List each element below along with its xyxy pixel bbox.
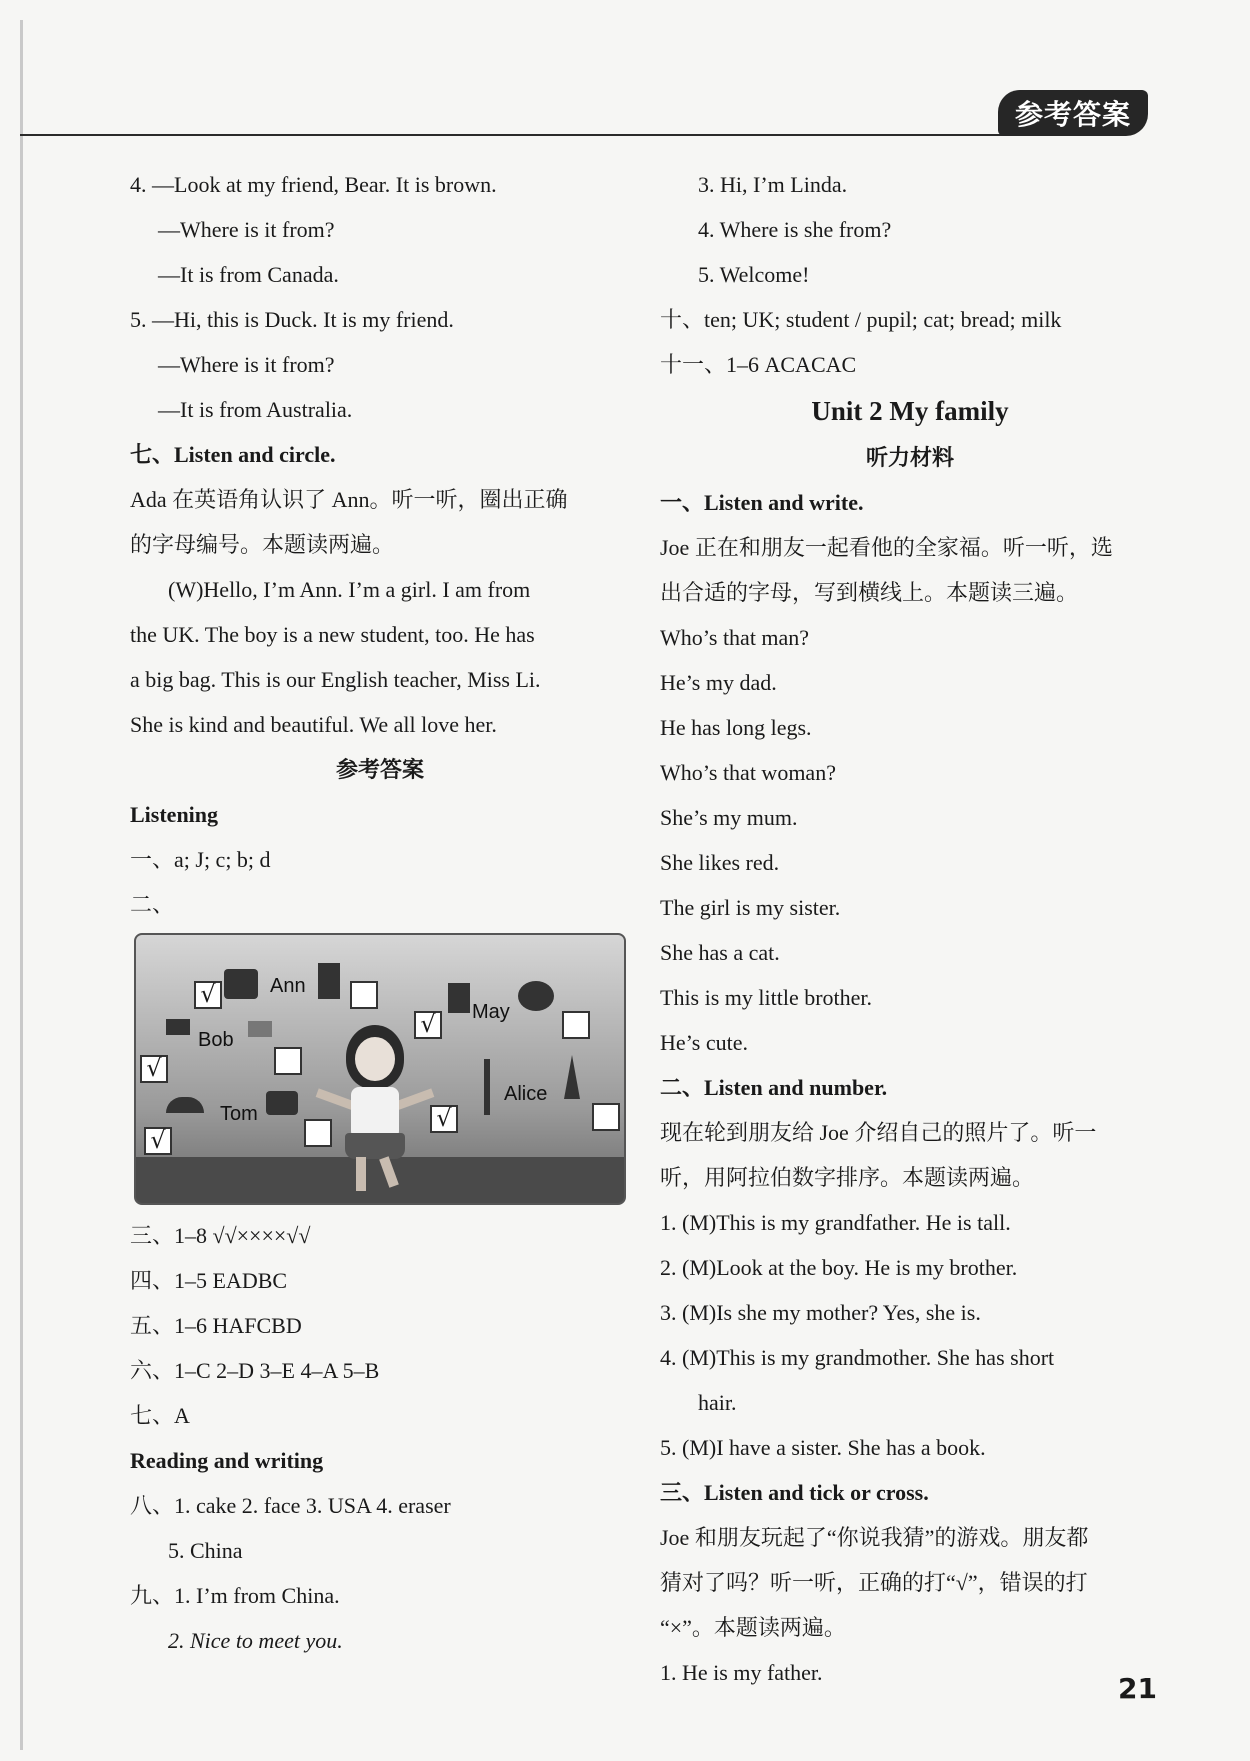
instruction: Joe 和朋友玩起了“你说我猜”的游戏。朋友都 [660, 1525, 1089, 1550]
answers-title: 参考答案 [335, 757, 424, 782]
script-line: She has a cat. [660, 940, 780, 965]
answer-line: 四、1–5 EADBC [130, 1268, 288, 1293]
bridge-icon [266, 1091, 298, 1115]
script-line: hair. [698, 1390, 737, 1415]
part-heading: Listening [130, 802, 219, 827]
answer-line: 六、1–C 2–D 3–E 4–A 5–B [130, 1358, 380, 1383]
instruction: 的字母编号。本题读两遍。 [130, 532, 395, 557]
script-line: 2. (M)Look at the boy. He is my brother. [660, 1255, 1018, 1280]
dialogue-line: —It is from Australia. [158, 397, 353, 422]
answer-line: 5. China [168, 1538, 243, 1563]
script-line: Who’s that man? [660, 625, 810, 650]
answer-line: 4. Where is she from? [698, 217, 892, 242]
page-edge [20, 20, 23, 1750]
header-badge: 参考答案 [998, 90, 1148, 136]
passage-line: (W)Hello, I’m Ann. I’m a girl. I am from [168, 577, 531, 602]
answer-line: 十、ten; UK; student / pupil; cat; bread; milk [660, 307, 1062, 332]
script-line: 3. (M)Is she my mother? Yes, she is. [660, 1300, 981, 1325]
script-line: Who’s that woman? [660, 760, 836, 785]
checkbox-empty [562, 1011, 590, 1039]
script-line: 1. (M)This is my grandfather. He is tall. [660, 1210, 1011, 1235]
instruction: 猜对了吗？听一听，正确的打“√”，错误的打 [660, 1570, 1088, 1595]
answer-line: 五、1–6 HAFCBD [130, 1313, 302, 1338]
answer-line: 十一、1–6 ACACAC [660, 352, 857, 377]
girl-body [351, 1087, 399, 1139]
answer-line: 八、1. cake 2. face 3. USA 4. eraser [130, 1493, 451, 1518]
girl-arm [394, 1088, 435, 1110]
right-column [660, 162, 1160, 1695]
instruction: “×”。本题读两遍。 [660, 1615, 846, 1640]
section-heading: 二、Listen and number. [660, 1075, 888, 1100]
usa-flag-icon [248, 1021, 272, 1037]
passage-line: She is kind and beautiful. We all love her. [130, 712, 497, 737]
part-heading: Reading and writing [130, 1448, 324, 1473]
big-ben-icon [318, 963, 340, 999]
instruction: Joe 正在和朋友一起看他的全家福。听一听，选 [660, 535, 1113, 560]
script-line: He’s cute. [660, 1030, 748, 1055]
answer-line: 九、1. I’m from China. [130, 1583, 340, 1608]
instruction: Ada 在英语角认识了 Ann。听一听，圈出正确 [130, 487, 568, 512]
subsection-title: 听力材料 [865, 445, 954, 470]
checkbox-ticked: √ [414, 1011, 442, 1039]
label-may: May [472, 1001, 510, 1023]
unit-title: Unit 2 My family [811, 396, 1009, 426]
passage-line: a big bag. This is our English teacher, Miss Li. [130, 667, 541, 692]
answer-line: 5. Welcome! [698, 262, 810, 287]
label-ann: Ann [270, 975, 306, 997]
girl-skirt [345, 1133, 405, 1159]
answer-line: 三、1–8 √√××××√√ [130, 1223, 311, 1248]
section-heading: 七、Listen and circle. [130, 442, 336, 467]
answer-line: 七、A [130, 1403, 190, 1428]
left-column [130, 162, 630, 1663]
label-alice: Alice [504, 1083, 548, 1105]
checkbox-ticked: √ [144, 1127, 172, 1155]
section-heading: 三、Listen and tick or cross. [660, 1480, 929, 1505]
dialogue-line: 4. —Look at my friend, Bear. It is brown. [130, 172, 497, 197]
section-heading: 一、Listen and write. [660, 490, 864, 515]
script-line: 1. He is my father. [660, 1660, 823, 1685]
header-rule [20, 134, 1114, 136]
checkbox-empty [592, 1103, 620, 1131]
cn-tower-icon [484, 1059, 490, 1115]
label-tom: Tom [220, 1103, 258, 1125]
answer-line: 二、 [130, 892, 175, 917]
script-line: 4. (M)This is my grandmother. She has short [660, 1345, 1055, 1370]
answer-line: 一、a; J; c; b; d [130, 847, 271, 872]
dialogue-line: —It is from Canada. [158, 262, 339, 287]
opera-house-icon [166, 1097, 204, 1113]
dialogue-line: —Where is it from? [158, 352, 335, 377]
checkbox-ticked: √ [140, 1055, 168, 1083]
dialogue-line: 5. —Hi, this is Duck. It is my friend. [130, 307, 454, 332]
china-flag-icon [166, 1019, 190, 1035]
checkbox-ticked: √ [430, 1105, 458, 1133]
instruction: 出合适的字母，写到横线上。本题读三遍。 [660, 580, 1079, 605]
answer-line: 3. Hi, I’m Linda. [698, 172, 848, 197]
script-line: She likes red. [660, 850, 780, 875]
script-line: He’s my dad. [660, 670, 777, 695]
checkbox-empty [274, 1047, 302, 1075]
checkbox-ticked: √ [194, 981, 222, 1009]
instruction: 现在轮到朋友给 Joe 介绍自己的照片了。听一 [660, 1120, 1097, 1145]
passage-line: the UK. The boy is a new student, too. He has [130, 622, 535, 647]
bridge-icon [224, 969, 258, 999]
answer-line: 2. Nice to meet you. [168, 1628, 343, 1653]
page-number: 21 [1118, 1672, 1157, 1705]
instruction: 听，用阿拉伯数字排序。本题读两遍。 [660, 1165, 1035, 1190]
script-line: She’s my mum. [660, 805, 798, 830]
eiffel-tower-icon [564, 1055, 580, 1099]
checkbox-empty [304, 1119, 332, 1147]
checkbox-empty [350, 981, 378, 1009]
dialogue-line: —Where is it from? [158, 217, 335, 242]
script-line: This is my little brother. [660, 985, 873, 1010]
script-line: He has long legs. [660, 715, 812, 740]
girl-leg [356, 1157, 366, 1191]
label-bob: Bob [198, 1029, 234, 1051]
great-wall-icon [518, 981, 554, 1011]
answer-illustration [134, 933, 626, 1205]
big-ben-icon [448, 983, 470, 1013]
girl-face [355, 1037, 395, 1081]
script-line: 5. (M)I have a sister. She has a book. [660, 1435, 986, 1460]
script-line: The girl is my sister. [660, 895, 841, 920]
